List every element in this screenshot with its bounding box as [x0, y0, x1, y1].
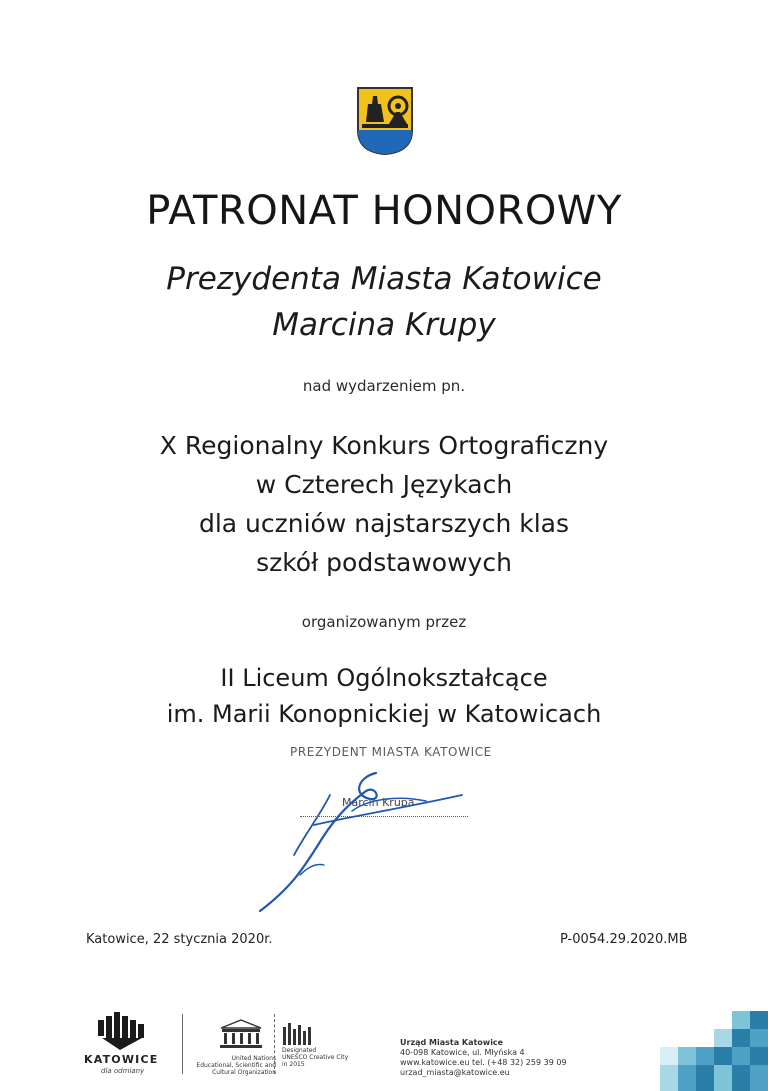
katowice-logo-icon — [92, 1012, 148, 1052]
address-web-phone: www.katowice.eu tel. (+48 32) 259 39 09 — [400, 1058, 567, 1067]
address-email: urzad_miasta@katowice.eu — [400, 1068, 510, 1077]
handwritten-signature — [248, 755, 468, 915]
city-caption-line: in 2015 — [282, 1061, 305, 1068]
event-intro: nad wydarzeniem pn. — [302, 377, 466, 395]
unesco-caption-line: Cultural Organization — [212, 1069, 276, 1076]
organizer-line-2: im. Marii Konopnickiej w Katowicach — [166, 700, 602, 728]
office-address — [400, 1038, 567, 1078]
city-caption-line: Designated — [282, 1047, 317, 1054]
official-stamp: PREZYDENT MIASTA KATOWICE — [290, 745, 492, 759]
reference-number: P-0054.29.2020.MB — [560, 932, 688, 947]
signatory-name: Marcin Krupa — [342, 796, 415, 809]
city-of-music-caption — [282, 1047, 348, 1068]
city-of-music-icon — [282, 1021, 312, 1045]
organizer-line-1: II Liceum Ogólnokształcące — [220, 664, 548, 692]
event-line-1: X Regionalny Konkurs Ortograficzny — [159, 431, 609, 460]
unesco-caption-line: Educational, Scientific and — [196, 1062, 276, 1069]
page-title: PATRONAT HONOROWY — [146, 188, 622, 234]
footer-dashed-divider — [274, 1014, 275, 1074]
president-line-2: Marcina Krupy — [272, 307, 496, 343]
organizer-intro: organizowanym przez — [301, 613, 467, 631]
katowice-logo-text: KATOWICE — [84, 1053, 159, 1066]
footer-divider — [182, 1014, 183, 1074]
address-org: Urząd Miasta Katowice — [400, 1038, 504, 1047]
city-coat-of-arms-icon — [356, 86, 414, 156]
katowice-tagline: dla odmiany — [101, 1067, 145, 1075]
unesco-caption-line: United Nations — [231, 1055, 276, 1062]
unesco-caption — [192, 1055, 276, 1076]
event-line-2: w Czterech Językach — [255, 470, 513, 499]
city-caption-line: UNESCO Creative City — [282, 1054, 349, 1061]
place-and-date: Katowice, 22 stycznia 2020r. — [86, 932, 273, 947]
event-line-4: szkół podstawowych — [256, 548, 512, 577]
decorative-tiles — [660, 1011, 768, 1091]
event-line-3: dla uczniów najstarszych klas — [198, 509, 570, 538]
president-line-1: Prezydenta Miasta Katowice — [166, 261, 602, 297]
address-street: 40-098 Katowice, ul. Młyńska 4 — [400, 1048, 525, 1057]
unesco-temple-icon — [218, 1019, 264, 1049]
